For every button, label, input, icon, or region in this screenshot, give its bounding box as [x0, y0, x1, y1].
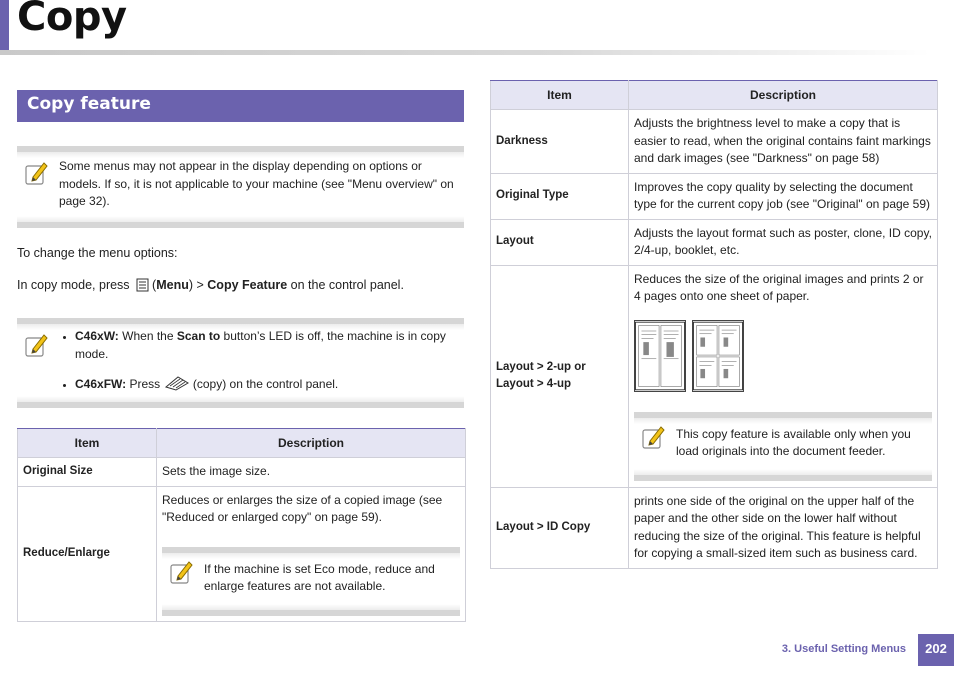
- row-item: Layout: [491, 219, 629, 265]
- model-name: C46xFW:: [75, 377, 127, 391]
- note-box-menus: [17, 146, 464, 228]
- column-header-item: Item: [491, 81, 629, 110]
- layout-thumbnails: [634, 320, 932, 392]
- table-row: [491, 173, 938, 219]
- page-title: Copy: [17, 0, 127, 40]
- table-row: [18, 486, 466, 621]
- copy-button-icon: [164, 375, 190, 397]
- column-header-description: Description: [629, 81, 938, 110]
- row-description: [157, 486, 466, 621]
- note-pencil-icon: [25, 160, 49, 186]
- intro-sep: ) >: [188, 278, 204, 292]
- note-box-document-feeder: [634, 412, 932, 481]
- row-description: Sets the image size.: [157, 458, 466, 487]
- title-rule: [0, 50, 930, 55]
- scan-to-label: Scan to: [176, 329, 221, 343]
- row-item: Reduce/Enlarge: [18, 486, 157, 621]
- note-text: button’s LED is off, the machine is in copy mode.: [75, 329, 446, 361]
- copy-feature-label: Copy Feature: [207, 278, 288, 292]
- row-item: Original Size: [18, 458, 157, 487]
- row-description: Improves the copy quality by selecting the document type for the current copy job (see "Original" on page 59): [629, 173, 938, 219]
- note-box-eco: [162, 547, 460, 616]
- intro-paren: (: [152, 278, 157, 292]
- note-text: Press: [129, 377, 161, 391]
- intro-line-1: To change the menu options:: [17, 246, 178, 260]
- note-text: Some menus may not appear in the display depending on options or models. If so, it is not applicable to your machine (see "Menu overview" on page 32).: [59, 159, 454, 208]
- table-row: [491, 265, 938, 487]
- intro-post: on the control panel.: [290, 278, 404, 292]
- table-row: [18, 458, 466, 487]
- row-item: Original Type: [491, 173, 629, 219]
- list-item: [75, 375, 458, 397]
- note-pencil-icon: [170, 559, 194, 585]
- section-heading: Copy feature: [17, 90, 464, 122]
- row-description: prints one side of the original on the upper half of the paper and the other side on the lower half without reducing the size of the original. This feature is helpful for copying a small-sized item such as business card.: [629, 487, 938, 568]
- note-text: If the machine is set Eco mode, reduce and enlarge features are not available.: [204, 561, 435, 593]
- intro-text: In copy mode, press: [17, 278, 130, 292]
- footer-chapter-link[interactable]: 3. Useful Setting Menus: [781, 643, 906, 655]
- table-row: [491, 219, 938, 265]
- row-item: Darkness: [491, 110, 629, 174]
- row-description: Adjusts the layout format such as poster, clone, ID copy, 2/4-up, booklet, etc.: [629, 219, 938, 265]
- description-text: Reduces the size of the original images and prints 2 or 4 pages onto one sheet of paper.: [634, 271, 924, 303]
- four-up-layout-image: [692, 320, 744, 392]
- row-description: [629, 265, 938, 487]
- note-text: This copy feature is available only when you load originals into the document feeder.: [676, 426, 911, 458]
- chapter-side-tab: [0, 0, 9, 52]
- intro-line-2: [17, 278, 404, 292]
- page-number: 202: [918, 634, 954, 666]
- table-row: [491, 110, 938, 174]
- column-header-description: Description: [157, 429, 466, 458]
- column-header-item: Item: [18, 429, 157, 458]
- model-name: C46xW:: [75, 329, 119, 343]
- menu-label: Menu: [156, 278, 189, 292]
- copy-feature-table-right: [490, 80, 938, 569]
- list-item: [75, 328, 458, 363]
- row-item: Layout > 2-up or Layout > 4-up: [491, 265, 629, 487]
- note-pencil-icon: [642, 424, 666, 450]
- copy-feature-table-left: [17, 428, 466, 622]
- note-list: [59, 328, 458, 397]
- note-pencil-icon: [25, 332, 49, 358]
- menu-button-icon: [136, 278, 149, 292]
- row-item: Layout > ID Copy: [491, 487, 629, 568]
- note-box-models: [17, 318, 464, 408]
- note-text: (copy) on the control panel.: [192, 377, 339, 391]
- table-row: [491, 487, 938, 568]
- note-text: When the: [122, 329, 174, 343]
- row-description: Adjusts the brightness level to make a copy that is easier to read, when the original contains faint markings and dark images (see "Darkness" on page 58): [629, 110, 938, 174]
- two-up-layout-image: [634, 320, 686, 392]
- description-text: Reduces or enlarges the size of a copied image (see "Reduced or enlarged copy" on page 59).: [162, 492, 443, 524]
